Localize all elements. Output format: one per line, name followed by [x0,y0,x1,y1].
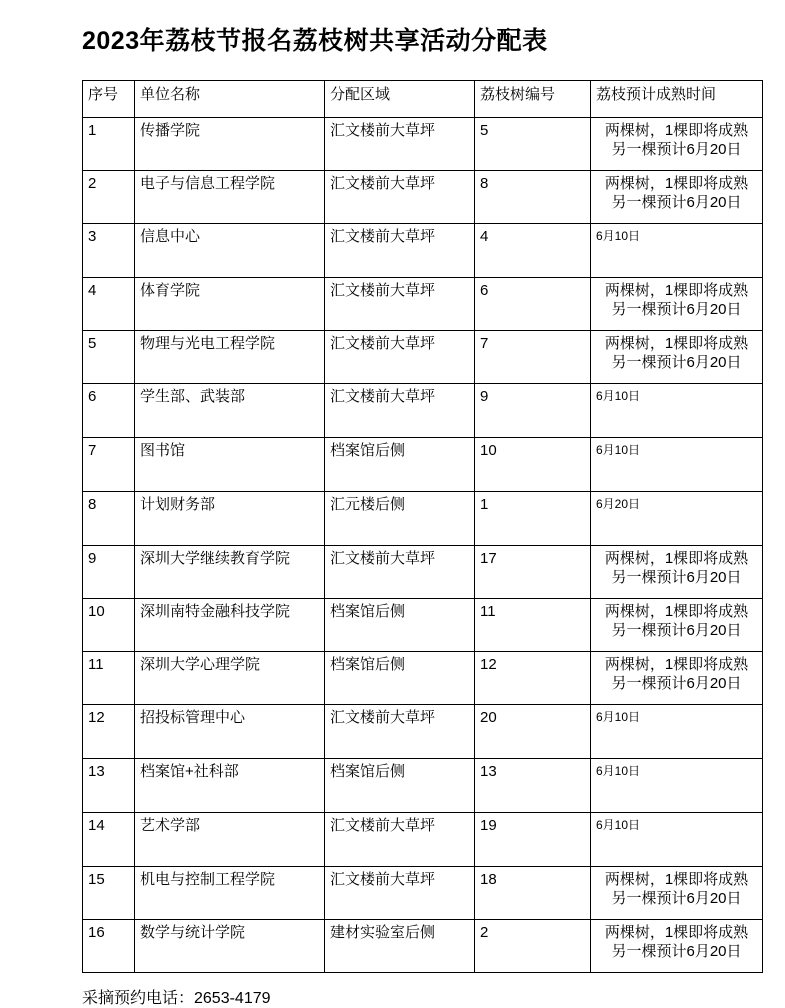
cell-index: 3 [83,224,135,278]
cell-ripening-time [591,118,763,171]
cell-ripening-time: 6月10日 [591,759,763,813]
cell-area: 汇文楼前大草坪 [325,705,475,759]
table-row [83,384,763,438]
cell-unit: 电子与信息工程学院 [135,171,325,224]
ripening-time-line-2: 另一棵预计6月20日 [611,889,742,907]
cell-index: 13 [83,759,135,813]
cell-area: 档案馆后侧 [325,438,475,492]
cell-unit: 数学与统计学院 [135,920,325,973]
column-header-area: 分配区域 [325,81,475,118]
table-header [83,81,763,118]
cell-unit: 图书馆 [135,438,325,492]
cell-tree-number: 11 [475,599,591,652]
ripening-time-line-1: 两棵树，1棵即将成熟 [604,122,749,139]
table-row [83,438,763,492]
ripening-time-line-2: 另一棵预计6月20日 [611,942,742,960]
table-row [83,705,763,759]
cell-ripening-time [591,546,763,599]
ripening-time-line-2: 另一棵预计6月20日 [611,300,742,318]
cell-index: 12 [83,705,135,759]
cell-unit: 艺术学部 [135,813,325,867]
cell-tree-number: 20 [475,705,591,759]
ripening-time-line-2: 另一棵预计6月20日 [611,674,742,692]
cell-ripening-time: 6月10日 [591,705,763,759]
cell-area: 汇文楼前大草坪 [325,546,475,599]
cell-ripening-time: 6月20日 [591,492,763,546]
cell-area: 汇文楼前大草坪 [325,118,475,171]
allocation-table [82,80,763,973]
cell-unit: 档案馆+社科部 [135,759,325,813]
cell-area: 档案馆后侧 [325,759,475,813]
cell-area: 汇文楼前大草坪 [325,278,475,331]
table-row [83,652,763,705]
cell-unit: 信息中心 [135,224,325,278]
table-header-row [83,81,763,118]
cell-ripening-time [591,867,763,920]
cell-tree-number: 19 [475,813,591,867]
cell-tree-number: 1 [475,492,591,546]
cell-ripening-time [591,331,763,384]
cell-unit: 深圳南特金融科技学院 [135,599,325,652]
cell-tree-number: 5 [475,118,591,171]
cell-ripening-time [591,599,763,652]
cell-ripening-time [591,652,763,705]
cell-area: 建材实验室后侧 [325,920,475,973]
table-row [83,278,763,331]
cell-ripening-time [591,171,763,224]
ripening-time-line-1: 两棵树，1棵即将成熟 [604,282,749,299]
cell-unit: 学生部、武装部 [135,384,325,438]
cell-tree-number: 4 [475,224,591,278]
ripening-time-line-2: 另一棵预计6月20日 [611,140,742,158]
cell-ripening-time: 6月10日 [591,813,763,867]
cell-tree-number: 10 [475,438,591,492]
cell-unit: 招投标管理中心 [135,705,325,759]
cell-tree-number: 12 [475,652,591,705]
ripening-time-line-2: 另一棵预计6月20日 [611,353,742,371]
cell-area: 汇文楼前大草坪 [325,384,475,438]
ripening-time-line-1: 两棵树，1棵即将成熟 [604,335,749,352]
cell-area: 汇文楼前大草坪 [325,171,475,224]
cell-index: 1 [83,118,135,171]
table-row [83,546,763,599]
ripening-time-line-1: 两棵树，1棵即将成熟 [604,871,749,888]
table-row [83,492,763,546]
ripening-time-line-2: 另一棵预计6月20日 [611,193,742,211]
cell-area: 汇文楼前大草坪 [325,224,475,278]
ripening-time-line-1: 两棵树，1棵即将成熟 [604,924,749,941]
table-row [83,331,763,384]
table-row [83,599,763,652]
cell-index: 10 [83,599,135,652]
ripening-time-line-1: 两棵树，1棵即将成熟 [604,550,749,567]
cell-unit: 深圳大学继续教育学院 [135,546,325,599]
cell-tree-number: 2 [475,920,591,973]
cell-area: 汇文楼前大草坪 [325,813,475,867]
cell-index: 11 [83,652,135,705]
cell-tree-number: 13 [475,759,591,813]
cell-area: 汇文楼前大草坪 [325,867,475,920]
cell-tree-number: 18 [475,867,591,920]
cell-ripening-time: 6月10日 [591,438,763,492]
cell-tree-number: 7 [475,331,591,384]
cell-area: 档案馆后侧 [325,599,475,652]
table-row [83,224,763,278]
cell-unit: 机电与控制工程学院 [135,867,325,920]
column-header-unit: 单位名称 [135,81,325,118]
cell-index: 16 [83,920,135,973]
cell-area: 汇元楼后侧 [325,492,475,546]
cell-ripening-time [591,278,763,331]
ripening-time-line-1: 两棵树，1棵即将成熟 [604,656,749,673]
cell-unit: 计划财务部 [135,492,325,546]
cell-index: 4 [83,278,135,331]
ripening-time-line-1: 两棵树，1棵即将成熟 [604,603,749,620]
cell-index: 6 [83,384,135,438]
cell-index: 7 [83,438,135,492]
table-row [83,118,763,171]
table-row [83,920,763,973]
cell-index: 9 [83,546,135,599]
cell-tree-number: 9 [475,384,591,438]
cell-index: 8 [83,492,135,546]
cell-tree-number: 6 [475,278,591,331]
table-row [83,171,763,224]
pickup-reservation-phone: 采摘预约电话：2653-4179 [82,990,271,1007]
column-header-index: 序号 [83,81,135,118]
table-row [83,813,763,867]
cell-unit: 体育学院 [135,278,325,331]
cell-unit: 物理与光电工程学院 [135,331,325,384]
ripening-time-line-2: 另一棵预计6月20日 [611,621,742,639]
page-title: 2023年荔枝节报名荔枝树共享活动分配表 [82,27,548,55]
cell-tree-number: 8 [475,171,591,224]
table-row [83,759,763,813]
cell-unit: 传播学院 [135,118,325,171]
cell-index: 5 [83,331,135,384]
cell-index: 14 [83,813,135,867]
cell-ripening-time: 6月10日 [591,384,763,438]
column-header-ripening-time: 荔枝预计成熟时间 [591,81,763,118]
ripening-time-line-1: 两棵树，1棵即将成熟 [604,175,749,192]
cell-ripening-time: 6月10日 [591,224,763,278]
cell-unit: 深圳大学心理学院 [135,652,325,705]
table-body [83,118,763,973]
cell-area: 汇文楼前大草坪 [325,331,475,384]
cell-index: 15 [83,867,135,920]
cell-ripening-time [591,920,763,973]
cell-index: 2 [83,171,135,224]
column-header-tree-number: 荔枝树编号 [475,81,591,118]
cell-tree-number: 17 [475,546,591,599]
cell-area: 档案馆后侧 [325,652,475,705]
table-row [83,867,763,920]
ripening-time-line-2: 另一棵预计6月20日 [611,568,742,586]
